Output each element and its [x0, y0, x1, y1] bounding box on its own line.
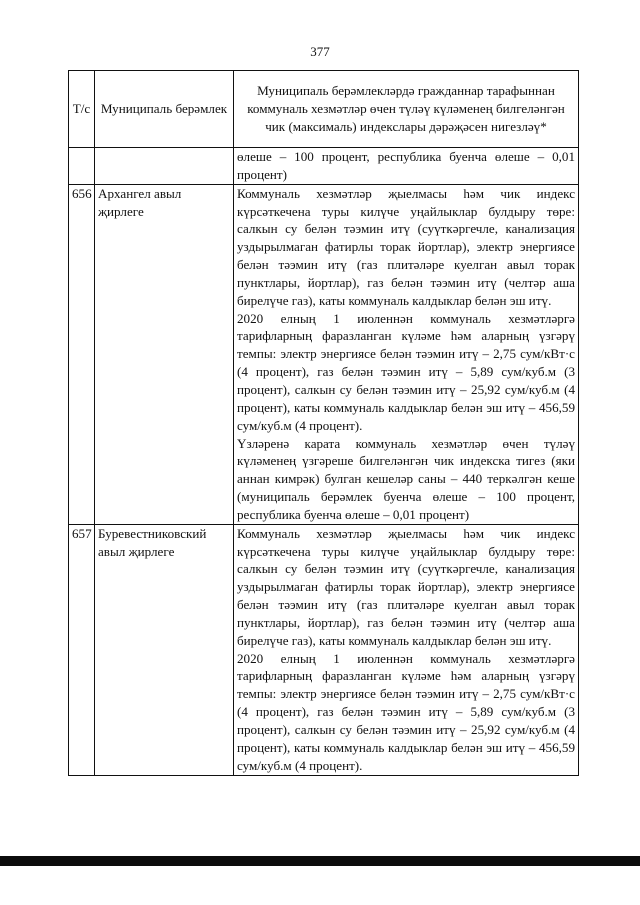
paragraph: 2020 елның 1 июленнән коммуналь хезмәтләргә тарифларның фаразланган күләме һәм аларның үзгәрү темпы: электр энергиясе белән тәэмин итү – 2,75 сум/кВт·с (4 процент), газ белән тәэмин итү – 5,89 сум/куб.м (3 процент), салкын су белән тәэмин итү – 25,92 сум/куб.м (4 процент), каты коммуналь калдыклар белән эш итү – 456,59 сум/куб.м (4 процент).	[237, 310, 575, 433]
tariff-table	[68, 70, 579, 776]
table-header-row	[69, 71, 579, 148]
header-num: Т/с	[69, 71, 95, 148]
scan-edge-bar	[0, 856, 640, 866]
paragraph: Үзләренә карата коммуналь хезмәтләр өчен түләү күләменең үзгәреше билгеләнгән чик индекска тигез (яки аннан кимрәк) булган кешеләр саны – 440 теркәлгән кеше (муниципаль берәмлек буенча өлеше – 100 процент, республика буенча өлеше – 0,01 процент)	[237, 435, 575, 522]
row-number: 656	[69, 184, 95, 524]
index-justification	[234, 184, 579, 524]
table-row-continued	[69, 148, 579, 185]
municipality-name: Буревестниковский авыл җирлеге	[95, 524, 234, 775]
cell-continued-text: өлеше – 100 процент, республика буенча өлеше – 0,01 процент)	[234, 148, 579, 185]
table-row	[69, 524, 579, 775]
table-row	[69, 184, 579, 524]
page-number: 377	[310, 44, 330, 59]
header-index: Муниципаль берәмлекләрдә гражданнар тарафыннан коммуналь хезмәтләр өчен түләү күләменең билгеләнгән чик (максималь) индекслары дәрәҗәсен нигезләү*	[234, 71, 579, 148]
row-number: 657	[69, 524, 95, 775]
header-municipality: Муниципаль берәмлек	[95, 71, 234, 148]
paragraph: 2020 елның 1 июленнән коммуналь хезмәтләргә тарифларның фаразланган күләме һәм аларның үзгәрү темпы: электр энергиясе белән тәэмин итү – 2,75 сум/кВт·с (4 процент), газ белән тәэмин итү – 5,89 сум/куб.м (3 процент), салкын су белән тәэмин итү – 25,92 сум/куб.м (4 процент), каты коммуналь калдыклар белән эш итү – 456,59 сум/куб.м (4 процент).	[237, 650, 575, 773]
municipality-name: Архангел авыл җирлеге	[95, 184, 234, 524]
paragraph: Коммуналь хезмәтләр җыелмасы һәм чик индекс күрсәткечена туры килүче уңайлыклар булдыру төре: салкын су белән тәэмин итү (суүткәргечле, канализация уздырылмаган фатирлы торак йортлар), электр энергиясе белән тәэмин итү (газ плитәләре куелган авыл торак пунктлары, йортлар), газ белән тәэмин итү (челтәр аша бирелүче газ), каты коммуналь калдыклар белән эш итү.	[237, 525, 575, 648]
cell-mun-empty	[95, 148, 234, 185]
cell-num-empty	[69, 148, 95, 185]
paragraph: Коммуналь хезмәтләр җыелмасы һәм чик индекс күрсәткечена туры килүче уңайлыклар булдыру төре: салкын су белән тәэмин итү (суүткәргечле, канализация уздырылмаган фатирлы торак йортлар), электр энергиясе белән тәэмин итү (газ плитәләре куелган авыл торак пунктлары, йортлар), газ белән тәэмин итү (челтәр аша бирелүче газ), каты коммуналь калдыклар белән эш итү.	[237, 185, 575, 308]
index-justification	[234, 524, 579, 775]
